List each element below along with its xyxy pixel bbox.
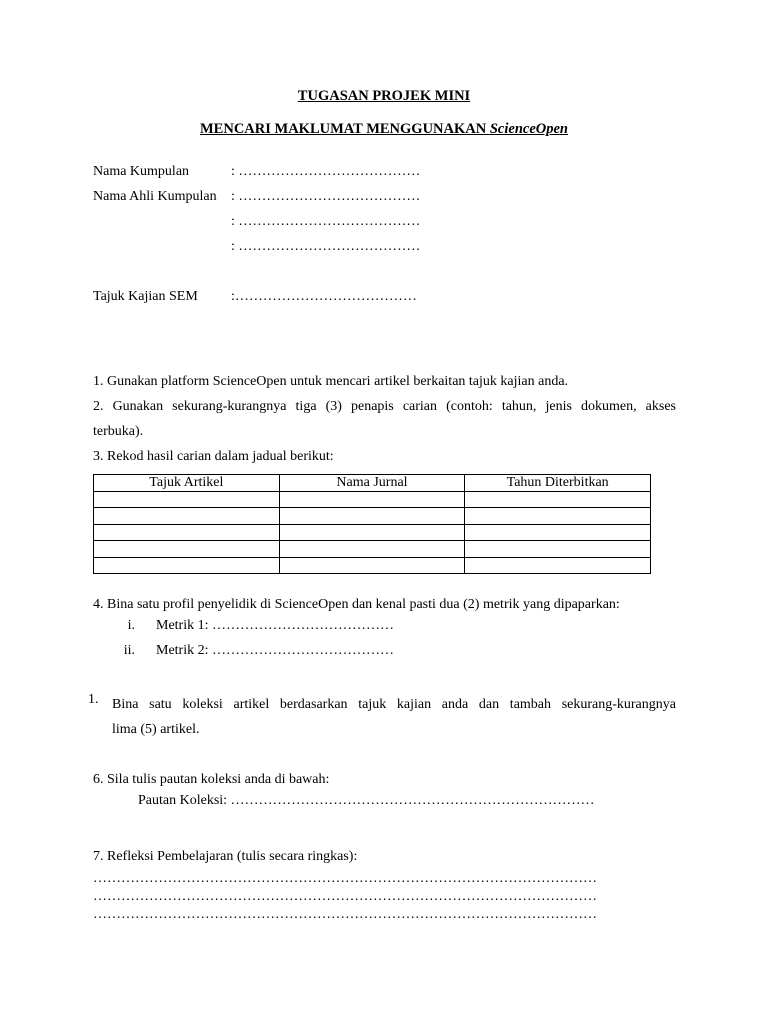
table-cell[interactable] [279, 557, 465, 574]
table-header-row [94, 475, 651, 492]
table-cell[interactable] [94, 557, 280, 574]
table-cell[interactable] [94, 508, 280, 525]
table-cell[interactable] [279, 524, 465, 541]
instruction-step-1: 1. Gunakan platform ScienceOpen untuk mencari artikel berkaitan tajuk kajian anda. [93, 374, 569, 389]
table-row [94, 557, 651, 574]
instruction-step-5-number: 1. [88, 692, 99, 707]
table-cell[interactable] [465, 541, 651, 558]
instruction-step-7: 7. Refleksi Pembelajaran (tulis secara ringkas): [93, 849, 358, 864]
metric-2-number: ii. [123, 643, 135, 658]
table-cell[interactable] [94, 541, 280, 558]
table-cell[interactable] [94, 491, 280, 508]
study-topic-label: Tajuk Kajian SEM [93, 289, 198, 304]
subtitle-text: MENCARI MAKLUMAT MENGGUNAKAN [200, 121, 490, 137]
study-topic-field[interactable]: :………………………………… [231, 289, 417, 304]
table-cell[interactable] [94, 524, 280, 541]
group-name-label: Nama Kumpulan [93, 164, 190, 179]
metric-2-field[interactable]: Metrik 2: ………………………………… [156, 643, 394, 658]
metric-1-number: i. [127, 618, 135, 633]
column-header-journal-name: Nama Jurnal [279, 475, 465, 492]
instruction-step-3: 3. Rekod hasil carian dalam jadual berikut: [93, 449, 334, 464]
instruction-step-4: 4. Bina satu profil penyelidik di ScienceOpen dan kenal pasti dua (2) metrik yang dipaparkan: [93, 597, 620, 612]
table-row [94, 491, 651, 508]
column-header-article-title: Tajuk Artikel [94, 475, 280, 492]
reflection-line-1[interactable]: ……………………………………………………………………………………………… [93, 871, 597, 886]
table-cell[interactable] [279, 491, 465, 508]
document-title: TUGASAN PROJEK MINI [297, 88, 471, 104]
table-cell[interactable] [465, 508, 651, 525]
group-member-field-1[interactable]: : ………………………………… [231, 189, 421, 204]
group-members-label: Nama Ahli Kumpulan [93, 189, 217, 204]
instruction-step-5-line-1: Bina satu koleksi artikel berdasarkan tajuk kajian anda dan tambah sekurang-kurangnya [112, 697, 676, 712]
results-table [93, 474, 651, 574]
instruction-step-5-line-2: lima (5) artikel. [112, 722, 200, 737]
reflection-line-2[interactable]: ……………………………………………………………………………………………… [93, 889, 597, 904]
group-member-field-3[interactable]: : ………………………………… [231, 239, 421, 254]
table-row [94, 541, 651, 558]
group-member-field-2[interactable]: : ………………………………… [231, 214, 421, 229]
collection-link-field[interactable]: Pautan Koleksi: …………………………………………………………………… [138, 793, 595, 808]
metric-1-field[interactable]: Metrik 1: ………………………………… [156, 618, 394, 633]
instruction-step-2-line-1: 2. Gunakan sekurang-kurangnya tiga (3) penapis carian (contoh: tahun, jenis dokumen, akses [93, 399, 676, 414]
table-row [94, 524, 651, 541]
table-cell[interactable] [279, 541, 465, 558]
table-cell[interactable] [465, 557, 651, 574]
table-cell[interactable] [465, 524, 651, 541]
table-row [94, 508, 651, 525]
table-cell[interactable] [465, 491, 651, 508]
instruction-step-2-line-2: terbuka). [93, 424, 144, 439]
group-name-field[interactable]: : ………………………………… [231, 164, 421, 179]
document-subtitle [0, 121, 768, 138]
table-cell[interactable] [279, 508, 465, 525]
reflection-line-3[interactable]: ……………………………………………………………………………………………… [93, 907, 597, 922]
column-header-publication-year: Tahun Diterbitkan [465, 475, 651, 492]
subtitle-platform-name: ScienceOpen [489, 121, 568, 137]
instruction-step-6: 6. Sila tulis pautan koleksi anda di bawah: [93, 772, 330, 787]
